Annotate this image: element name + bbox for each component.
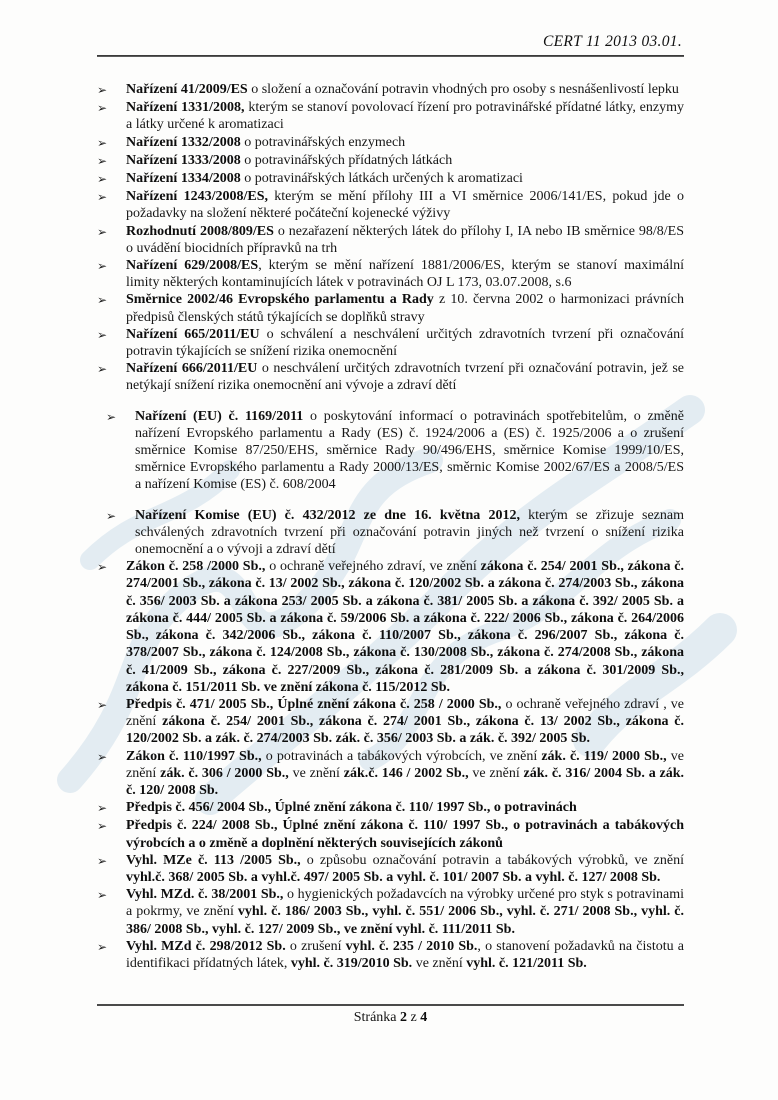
arrow-bullet-icon: ➢ xyxy=(97,172,108,187)
list-item xyxy=(97,257,684,291)
arrow-bullet-icon: ➢ xyxy=(97,749,108,764)
list-item xyxy=(97,558,684,696)
arrow-bullet-icon: ➢ xyxy=(97,101,108,116)
item-text: Nařízení Komise (EU) č. 432/2012 ze dne 16. května 2012, kterým se zřizuje seznam schválených zdravotních tvrzení při označování potravin jiných než tvrzení o snížení rizika onemocnění a o vývoji a zdraví dětí xyxy=(135,507,684,558)
header-rule xyxy=(97,55,684,57)
arrow-bullet-icon: ➢ xyxy=(106,409,117,424)
item-text: Nařízení 1332/2008 o potravinářských enzymech xyxy=(126,134,406,150)
list-item xyxy=(97,170,684,188)
item-text: Nařízení 629/2008/ES, kterým se mění nařízení 1881/2006/ES, kterým se stanoví maximální limity některých kontaminujících látek v potravinách OJ L 173, 03.07.2008, s.6 xyxy=(126,258,684,291)
arrow-bullet-icon: ➢ xyxy=(97,819,108,834)
item-text: Nařízení 666/2011/EU o neschválení určitých zdravotních tvrzení při označování potravin, jež se netýkají snížení rizika onemocnění ani vývoje a zdraví dětí xyxy=(126,361,684,394)
item-text: Směrnice 2002/46 Evropského parlamentu a Rady z 10. června 2002 o harmonizaci právních předpisů členských států týkajících se doplňků stravy xyxy=(126,292,684,325)
item-text: Rozhodnutí 2008/809/ES o nezařazení některých látek do přílohy I, IA nebo IB směrnice 98/8/ES o uvádění biocidních přípravků na trh xyxy=(126,223,684,256)
item-text: Nařízení 1243/2008/ES, kterým se mění přílohy III a VI směrnice 2006/141/ES, pokud jde o požadavky na složení některé počáteční kojenecké výživy xyxy=(126,189,684,222)
item-text: Nařízení 665/2011/EU o schválení a neschválení určitých zdravotních tvrzení při označování potravin týkajících se snížení rizika onemocnění xyxy=(126,326,684,360)
item-text: Předpis č. 456/ 2004 Sb., Úplné znění zákona č. 110/ 1997 Sb., o potravinách xyxy=(126,800,577,816)
arrow-bullet-icon: ➢ xyxy=(97,697,108,712)
page-footer xyxy=(97,1004,684,1026)
list-item xyxy=(97,817,684,851)
arrow-bullet-icon: ➢ xyxy=(97,801,108,816)
list-item xyxy=(97,507,684,559)
arrow-bullet-icon: ➢ xyxy=(97,259,108,274)
item-text: Zákon č. 258 /2000 Sb., o ochraně veřejného zdraví, ve znění zákona č. 254/ 2001 Sb., zákona č. 274/2001 Sb., zákona č. 13/ 2002 Sb., zákona č. 120/2002 Sb. a zákona č. 274/2003 Sb., zákona č. 356/ 2003 Sb. a zákona 253/ 2005 Sb. a zákona č. 381/ 2005 Sb. a zákona č. 392/ 2005 Sb. a zákona č. 444/ 2005 Sb. a zákona č. 59/2006 Sb. a zákona č. 222/ 2006 Sb., zákona č. 264/2006 Sb., zákona č. 342/2006 Sb., zákona č. 110/2007 Sb., zákona č. 296/2007 Sb., zákona č. 378/2007 Sb., zákona č. 124/2008 Sb., zákona č. 130/2008 Sb., zákona č. 274/2008 Sb., zákona č. 41/2009 Sb., zákona č. 227/2009 Sb., zákona č. 281/2009 Sb. a zákona č. 301/2009 Sb., zákona č. 151/2011 Sb. ve znění zákona č. 115/2012 Sb. xyxy=(126,559,685,695)
list-item xyxy=(97,134,684,152)
arrow-bullet-icon: ➢ xyxy=(97,888,108,903)
item-text: Vyhl. MZe č. 113 /2005 Sb., o způsobu označování potravin a tabákových výrobků, ve znění vyhl.č. 368/ 2005 Sb. a vyhl.č. 497/ 2005 Sb. a vyhl. č. 101/ 2007 Sb. a vyhl. č. 127/ 2008 Sb. xyxy=(126,852,684,885)
arrow-bullet-icon: ➢ xyxy=(97,83,108,97)
arrow-bullet-icon: ➢ xyxy=(97,224,108,239)
item-text: Nařízení (EU) č. 1169/2011 o poskytování informací o potravinách spotřebitelům, o změně nařízení Evropského parlamentu a Rady (ES) č. 1924/2006 a (ES) č. 1925/2006 a o zrušení směrnice Komise 87/250/EHS, směrnice Rady 90/496/EHS, směrnice Komise 1999/10/ES, směrnice Evropského parlamentu a Rady 2000/13/ES, směrnic Komise 2002/67/ES a 2008/5/ES a nařízení Komise (ES) č. 608/2004 xyxy=(135,408,684,493)
list-item xyxy=(97,938,684,972)
list-item xyxy=(97,99,684,133)
list-item xyxy=(97,152,684,170)
list-item xyxy=(97,291,684,325)
item-text: Nařízení 1334/2008 o potravinářských látkách určených k aromatizaci xyxy=(126,171,523,187)
list-item xyxy=(97,223,684,257)
regulation-list xyxy=(97,81,684,972)
arrow-bullet-icon: ➢ xyxy=(97,853,108,868)
arrow-bullet-icon: ➢ xyxy=(97,362,108,377)
arrow-bullet-icon: ➢ xyxy=(97,939,108,954)
item-text: Vyhl. MZd. č. 38/2001 Sb., o hygienických požadavcích na výrobky určené pro styk s potravinami a pokrmy, ve znění vyhl. č. 186/ 2003 Sb., vyhl. č. 551/ 2006 Sb., vyhl. č. 271/ 2008 Sb., vyhl. č. 386/ 2008 Sb., vyhl. č. 127/ 2009 Sb., ve znění vyhl. č. 111/2011 Sb. xyxy=(126,887,685,937)
item-text: Předpis č. 471/ 2005 Sb., Úplné znění zákona č. 258 / 2000 Sb., o ochraně veřejného zdraví , ve znění zákona č. 254/ 2001 Sb., zákona č. 274/ 2001 Sb., zákona č. 13/ 2002 Sb., zákona č. 120/2002 Sb. a zák. č. 274/2003 Sb. zák. č. 356/ 2003 Sb. a zák. č. 392/ 2005 Sb. xyxy=(126,696,684,747)
list-item xyxy=(97,408,684,494)
arrow-bullet-icon: ➢ xyxy=(97,135,108,150)
list-item xyxy=(97,188,684,222)
page-number: Stránka 2 z 4 xyxy=(353,1009,428,1025)
item-text: Zákon č. 110/1997 Sb., o potravinách a tabákových výrobcích, ve znění zák. č. 119/ 2000 Sb., ve znění zák. č. 306 / 2000 Sb., ve znění zák.č. 146 / 2002 Sb., ve znění zák. č. 316/ 2004 Sb. a zák. č. 120/ 2008 Sb. xyxy=(126,748,685,798)
arrow-bullet-icon: ➢ xyxy=(97,293,108,308)
header-reference: CERT 11 2013 03.01. xyxy=(542,33,682,50)
list-item xyxy=(97,799,684,817)
item-text: Nařízení 41/2009/ES o složení a označování potravin vhodných pro osoby s nesnášenlivostí lepku xyxy=(126,82,679,97)
arrow-bullet-icon: ➢ xyxy=(97,560,108,575)
arrow-bullet-icon: ➢ xyxy=(97,153,108,168)
item-text: Vyhl. MZd č. 298/2012 Sb. o zrušení vyhl. č. 235 / 2010 Sb., o stanovení požadavků na čistotu a identifikaci přídatných látek, vyhl. č. 319/2010 Sb. ve znění vyhl. č. 121/2011 Sb. xyxy=(126,938,685,971)
item-text: Nařízení 1331/2008, kterým se stanoví povolovací řízení pro potravinářské přídatné látky, enzymy a látky určené k aromatizaci xyxy=(126,100,684,133)
list-item xyxy=(97,81,684,99)
arrow-bullet-icon: ➢ xyxy=(97,190,108,205)
arrow-bullet-icon: ➢ xyxy=(106,508,117,523)
list-item xyxy=(97,886,684,938)
item-text: Předpis č. 224/ 2008 Sb., Úplné znění zákona č. 110/ 1997 Sb., o potravinách a tabákových výrobcích a o změně a doplnění některých souvisejících zákonů xyxy=(126,818,684,851)
list-item xyxy=(97,360,684,394)
list-item xyxy=(97,696,684,748)
list-item xyxy=(97,852,684,886)
list-item xyxy=(97,326,684,360)
item-text: Nařízení 1333/2008 o potravinářských přídatných látkách xyxy=(126,152,453,168)
list-item xyxy=(97,748,684,800)
arrow-bullet-icon: ➢ xyxy=(97,327,108,342)
